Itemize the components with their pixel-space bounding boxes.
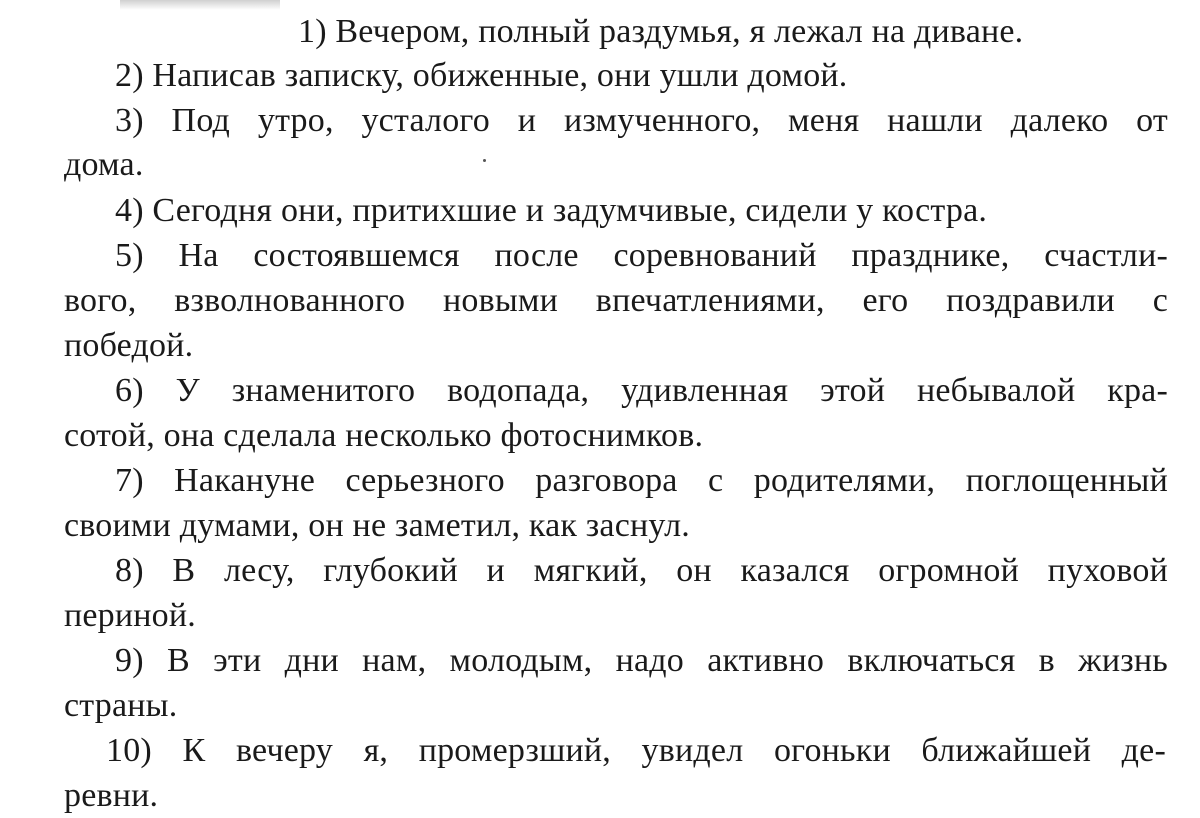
sentence-1-line-1: 1) Вечером, полный раздумья, я лежал на диване. — [298, 13, 1024, 50]
sentence-8-line-1: 8) В лесу, глубокий и мягкий, он казался огромной пуховой — [115, 552, 1168, 589]
sentence-5-line-1: 5) На состоявшемся после соревнований празднике, счастли- — [115, 237, 1168, 274]
sentence-7-line-2: своими думами, он не заметил, как заснул. — [64, 507, 690, 544]
sentence-9-line-2: страны. — [64, 687, 178, 724]
sentence-3-line-2: дома. — [64, 146, 144, 183]
sentence-3-line-1: 3) Под утро, усталого и измученного, меня нашли далеко от — [115, 102, 1168, 139]
sentence-5-line-2: вого, взволнованного новыми впечатлениями, его поздравили с — [64, 282, 1168, 319]
sentence-4-line-1: 4) Сегодня они, притихшие и задумчивые, сидели у костра. — [115, 192, 988, 229]
sentence-8-line-2: периной. — [64, 597, 196, 634]
sentence-5-line-3: победой. — [64, 327, 194, 364]
sentence-10-line-2: ревни. — [64, 777, 159, 814]
sentence-9-line-1: 9) В эти дни нам, молодым, надо активно включаться в жизнь — [115, 642, 1168, 679]
sentence-2-line-1: 2) Написав записку, обиженные, они ушли домой. — [115, 57, 848, 94]
scan-smudge — [120, 0, 280, 10]
sentence-7-line-1: 7) Накануне серьезного разговора с родителями, поглощенный — [115, 462, 1168, 499]
sentence-6-line-2: сотой, она сделала несколько фотоснимков. — [64, 417, 704, 454]
sentence-10-line-1: 10) К вечеру я, промерзший, увидел огоньки ближайшей де- — [106, 732, 1166, 769]
sentence-6-line-1: 6) У знаменитого водопада, удивленная этой небывалой кра- — [115, 372, 1168, 409]
